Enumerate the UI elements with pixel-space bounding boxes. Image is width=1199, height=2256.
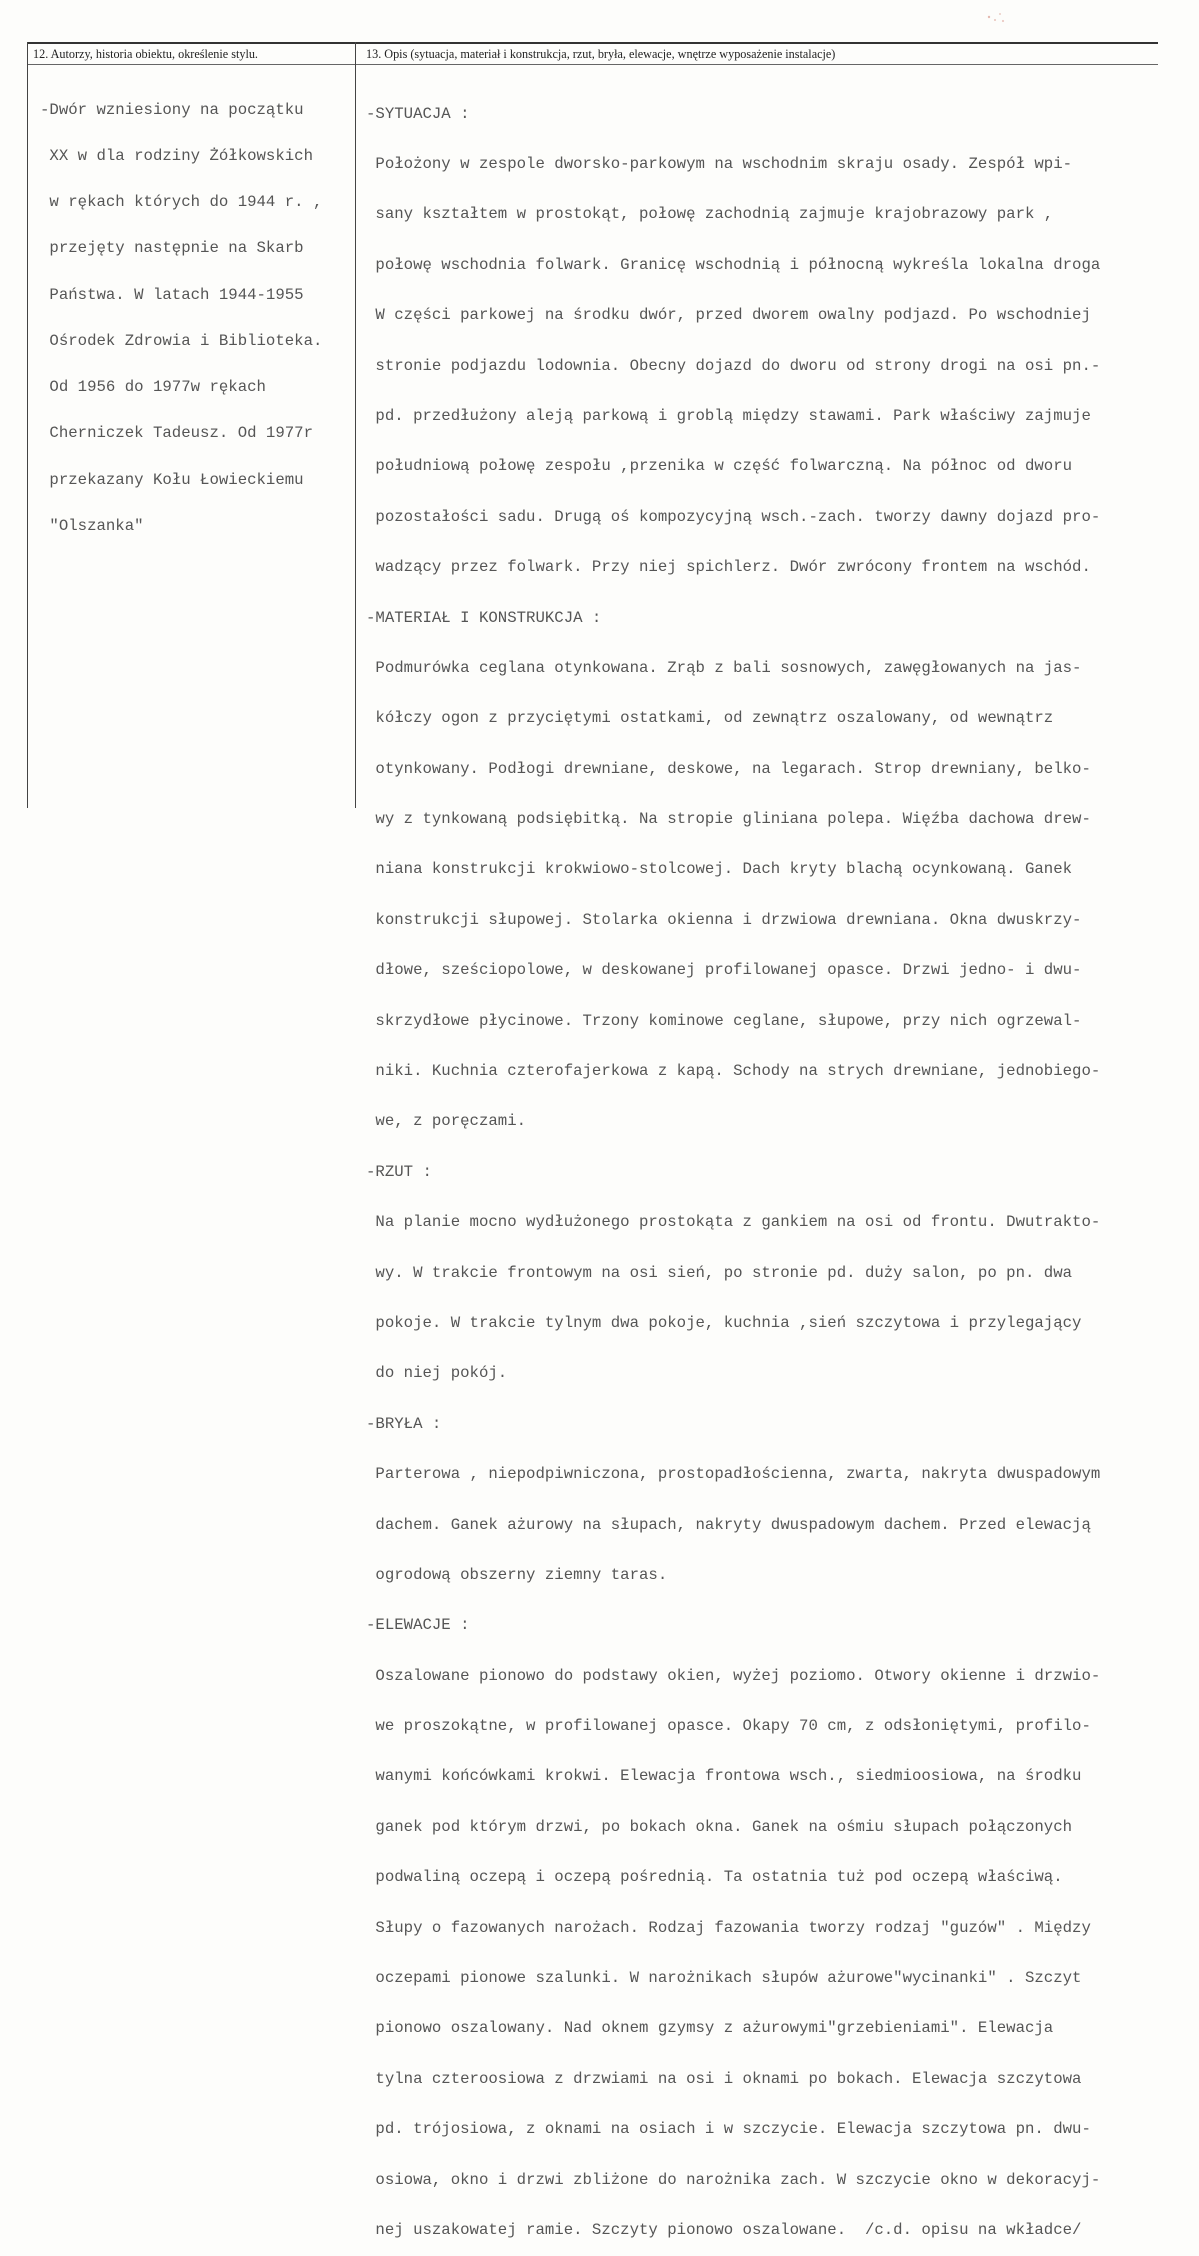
- description-line: osiowa, okno i drzwi zbliżone do narożnika zach. W szczycie okno w dekoracyj-: [366, 2170, 1101, 2189]
- column-divider: [355, 42, 356, 808]
- description-line: otynkowany. Podłogi drewniane, deskowe, na legarach. Strop drewniany, belko-: [366, 759, 1091, 778]
- description-section-header: 13. Opis (sytuacja, materiał i konstrukcja, rzut, bryła, elewacje, wnętrze wyposażenie instalacje): [366, 47, 836, 61]
- description-line: Oszalowane pionowo do podstawy okien, wyżej poziomo. Otwory okienne i drzwio-: [366, 1666, 1101, 1685]
- description-line: sany kształtem w prostokąt, połowę zachodnią zajmuje krajobrazowy park ,: [366, 205, 1054, 224]
- description-line: kółczy ogon z przyciętymi ostatkami, od zewnątrz oszalowany, od wewnątrz: [366, 709, 1054, 728]
- description-line: niki. Kuchnia czterofajerkowa z kapą. Schody na strych drewniane, jednobiego-: [366, 1062, 1101, 1081]
- stain-mark: [985, 8, 1007, 26]
- description-line: we proszokątne, w profilowanej opasce. Okapy 70 cm, z odsłoniętymi, profilo-: [366, 1717, 1091, 1736]
- description-line: pokoje. W trakcie tylnym dwa pokoje, kuchnia ,sień szczytowa i przylegający: [366, 1313, 1082, 1332]
- history-line: przekazany Kołu Łowieckiemu: [40, 470, 304, 489]
- history-line: Państwa. W latach 1944-1955: [40, 285, 304, 304]
- description-line: pionowo oszalowany. Nad oknem gzymsy z ażurowymi"grzebieniami". Elewacja: [366, 2019, 1054, 2038]
- description-line: oczepami pionowe szalunki. W narożnikach słupów ażurowe"wycinanki" . Szczyt: [366, 1969, 1082, 1988]
- description-line: konstrukcji słupowej. Stolarka okienna i drzwiowa drewniana. Okna dwuskrzy-: [366, 910, 1082, 929]
- section-heading-sytuacja: -SYTUACJA :: [366, 104, 470, 123]
- header-rule-left: [28, 64, 355, 65]
- description-line: stronie podjazdu lodownia. Obecny dojazd do dworu od strony drogi na osi pn.-: [366, 356, 1101, 375]
- left-border: [27, 42, 28, 808]
- history-line: XX w dla rodziny Żółkowskich: [40, 147, 314, 166]
- history-line: Od 1956 do 1977w rękach: [40, 378, 266, 397]
- history-line: Cherniczek Tadeusz. Od 1977r: [40, 424, 314, 443]
- header-rule-right: [356, 64, 1158, 65]
- description-line: do niej pokój.: [366, 1364, 508, 1383]
- description-line: dłowe, sześciopolowe, w deskowanej profilowanej opasce. Drzwi jedno- i dwu-: [366, 961, 1082, 980]
- history-line: Ośrodek Zdrowia i Biblioteka.: [40, 331, 323, 350]
- section-heading-material: -MATERIAŁ I KONSTRUKCJA :: [366, 608, 602, 627]
- description-line: skrzydłowe płycinowe. Trzony kominowe ceglane, słupowe, przy nich ogrzewal-: [366, 1011, 1082, 1030]
- description-line: niana konstrukcji krokwiowo-stolcowej. Dach kryty blachą ocynkowaną. Ganek: [366, 860, 1073, 879]
- history-line: w rękach których do 1944 r. ,: [40, 193, 323, 212]
- history-line: przejęty następnie na Skarb: [40, 239, 304, 258]
- description-line: we, z poręczami.: [366, 1112, 527, 1131]
- description-line: pd. przedłużony aleją parkową i groblą między stawami. Park właściwy zajmuje: [366, 406, 1091, 425]
- description-line: ganek pod którym drzwi, po bokach okna. Ganek na ośmiu słupach połączonych: [366, 1817, 1073, 1836]
- description-line: pozostałości sadu. Drugą oś kompozycyjną wsch.-zach. tworzy dawny dojazd pro-: [366, 507, 1101, 526]
- description-text: [366, 72, 1100, 2256]
- description-line: wy. W trakcie frontowym na osi sień, po stronie pd. duży salon, po pn. dwa: [366, 1263, 1073, 1282]
- description-line: podwaliną oczepą i oczepą pośrednią. Ta ostatnia tuż pod oczepą właściwą.: [366, 1868, 1063, 1887]
- section-heading-bryla: -BRYŁA :: [366, 1414, 442, 1433]
- history-text: [40, 72, 322, 550]
- description-line: Podmurówka ceglana otynkowana. Zrąb z bali sosnowych, zawęgłowanych na jas-: [366, 658, 1082, 677]
- section-heading-rzut: -RZUT :: [366, 1162, 432, 1181]
- description-line: wanymi końcówkami krokwi. Elewacja frontowa wsch., siedmioosiowa, na środku: [366, 1767, 1082, 1786]
- description-line: połowę wschodnia folwark. Granicę wschodnią i północną wykreśla lokalna droga: [366, 255, 1101, 274]
- description-line: dachem. Ganek ażurowy na słupach, nakryty dwuspadowym dachem. Przed elewacją: [366, 1515, 1091, 1534]
- top-border: [27, 42, 1158, 44]
- description-line: Parterowa , niepodpiwniczona, prostopadłościenna, zwarta, nakryta dwuspadowym: [366, 1465, 1101, 1484]
- description-line: pd. trójosiowa, z oknami na osiach i w szczycie. Elewacja szczytowa pn. dwu-: [366, 2120, 1091, 2139]
- description-line: nej uszakowatej ramie. Szczyty pionowo oszalowane. /c.d. opisu na wkładce/: [366, 2221, 1082, 2239]
- description-line: wy z tynkowaną podsiębitką. Na stropie gliniana polepa. Więźba dachowa drew-: [366, 810, 1091, 829]
- description-line: W części parkowej na środku dwór, przed dworem owalny podjazd. Po wschodniej: [366, 306, 1091, 325]
- history-line: -Dwór wzniesiony na początku: [40, 100, 304, 119]
- description-line: Położony w zespole dworsko-parkowym na wschodnim skraju osady. Zespół wpi-: [366, 154, 1073, 173]
- description-line: południową połowę zespołu ,przenika w część folwarczną. Na północ od dworu: [366, 457, 1073, 476]
- description-line: wadzący przez folwark. Przy niej spichlerz. Dwór zwrócony frontem na wschód.: [366, 558, 1091, 577]
- description-line: tylna czteroosiowa z drzwiami na osi i oknami po bokach. Elewacja szczytowa: [366, 2069, 1082, 2088]
- description-line: ogrodową obszerny ziemny taras.: [366, 1565, 668, 1584]
- description-line: Słupy o fazowanych narożach. Rodzaj fazowania tworzy rodzaj "guzów" . Między: [366, 1918, 1091, 1937]
- history-line: "Olszanka": [40, 516, 144, 535]
- history-section-header: 12. Autorzy, historia obiektu, określenie stylu.: [33, 47, 258, 61]
- section-heading-elewacje: -ELEWACJE :: [366, 1616, 470, 1635]
- description-line: Na planie mocno wydłużonego prostokąta z gankiem na osi od frontu. Dwutrakto-: [366, 1213, 1101, 1232]
